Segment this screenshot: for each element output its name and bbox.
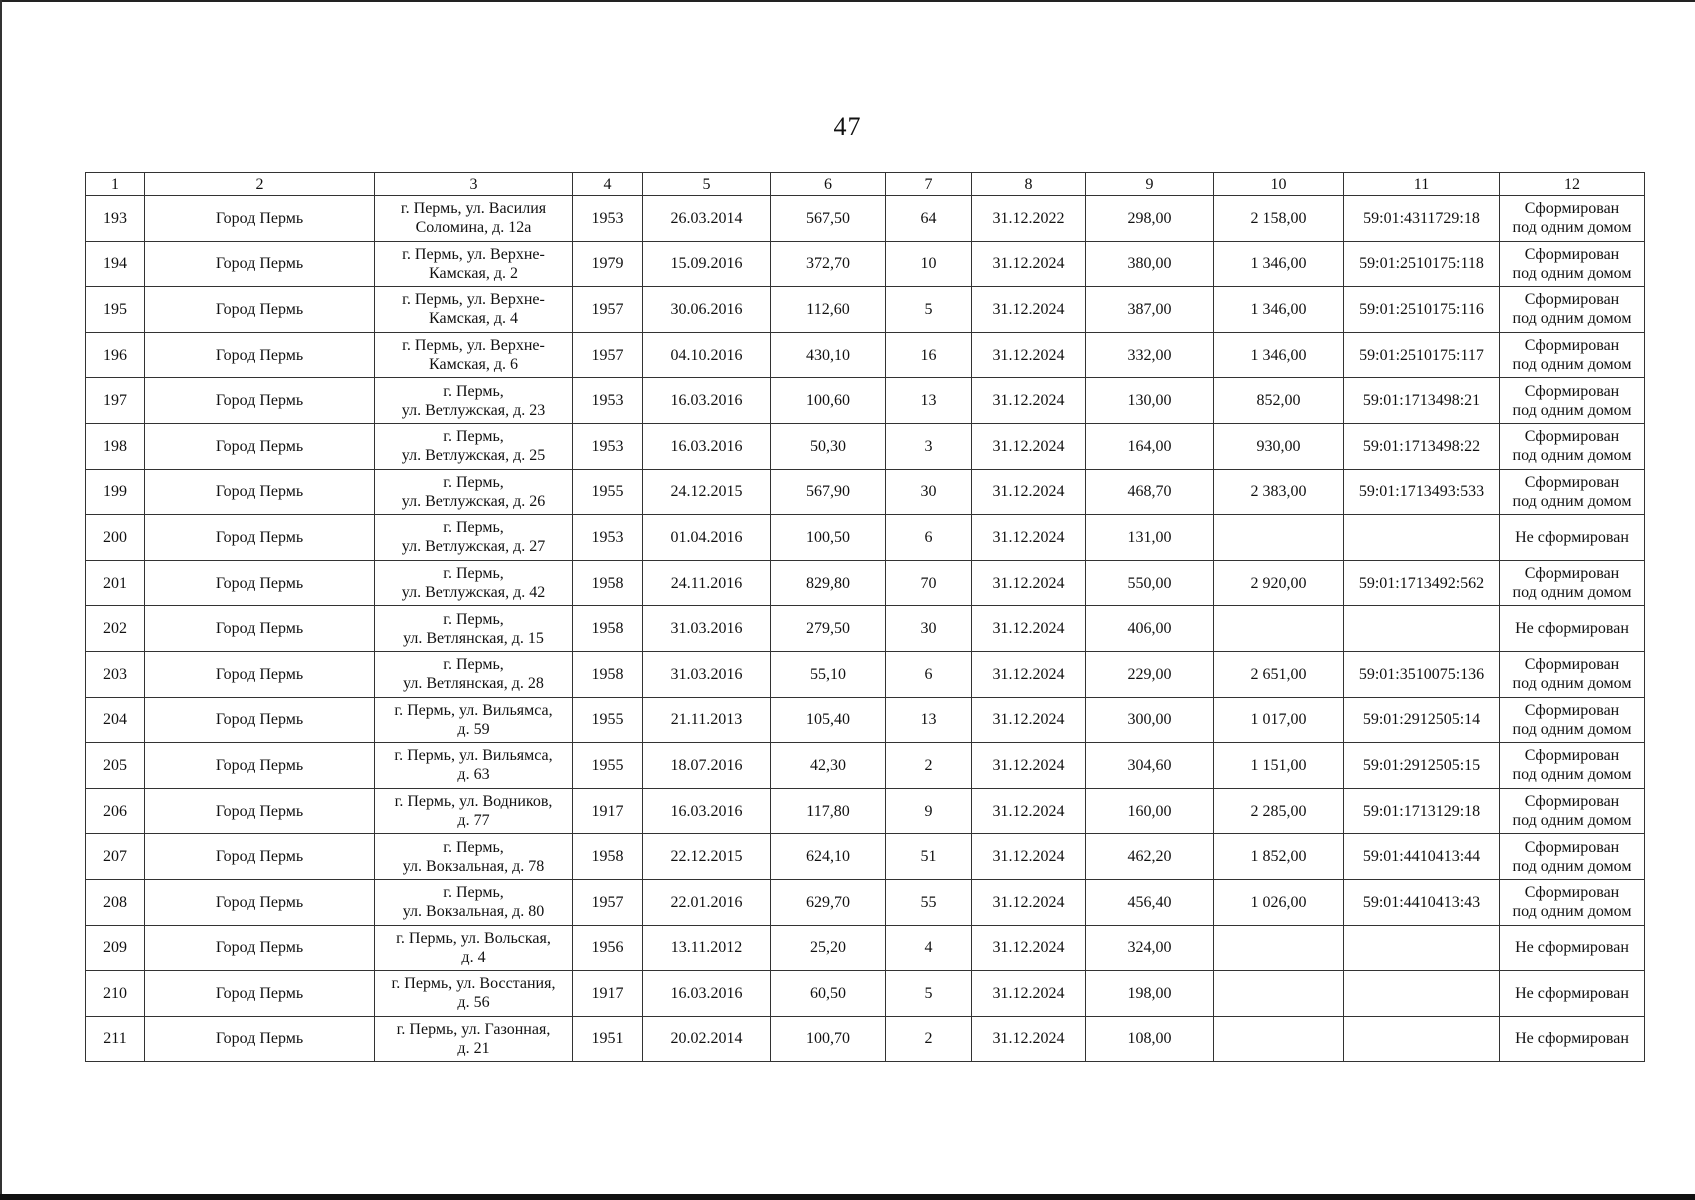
- row-number-cell: 202: [86, 606, 145, 652]
- area-cell-2: 131,00: [1086, 515, 1214, 561]
- land-area-cell: 2 383,00: [1214, 469, 1344, 515]
- resettlement-deadline-cell: 31.12.2024: [972, 834, 1086, 880]
- recognition-date-cell: 26.03.2014: [643, 196, 771, 242]
- recognition-date-cell: 30.06.2016: [643, 287, 771, 333]
- recognition-date-cell: 16.03.2016: [643, 378, 771, 424]
- area-cell-2: 160,00: [1086, 788, 1214, 834]
- area-cell: 624,10: [771, 834, 886, 880]
- area-cell: 42,30: [771, 743, 886, 789]
- housing-register-table: [85, 172, 1645, 1062]
- column-header: 11: [1344, 173, 1500, 196]
- column-header: 2: [145, 173, 375, 196]
- cadastral-number-cell: 59:01:4410413:43: [1344, 879, 1500, 925]
- recognition-date-cell: 22.12.2015: [643, 834, 771, 880]
- table-row: [86, 241, 1645, 287]
- build-year-cell: 1953: [573, 423, 643, 469]
- address-cell: г. Пермь, ул. Верхне- Камская, д. 4: [375, 287, 573, 333]
- land-status-cell: Сформирован под одним домом: [1500, 469, 1645, 515]
- area-cell-2: 332,00: [1086, 332, 1214, 378]
- municipality-cell: Город Пермь: [145, 788, 375, 834]
- column-header: 10: [1214, 173, 1344, 196]
- area-cell: 629,70: [771, 879, 886, 925]
- resettlement-deadline-cell: 31.12.2024: [972, 560, 1086, 606]
- recognition-date-cell: 24.11.2016: [643, 560, 771, 606]
- residents-cell: 2: [886, 1016, 972, 1062]
- build-year-cell: 1955: [573, 697, 643, 743]
- column-header: 5: [643, 173, 771, 196]
- area-cell-2: 164,00: [1086, 423, 1214, 469]
- resettlement-deadline-cell: 31.12.2024: [972, 1016, 1086, 1062]
- municipality-cell: Город Пермь: [145, 378, 375, 424]
- area-cell: 100,50: [771, 515, 886, 561]
- recognition-date-cell: 16.03.2016: [643, 423, 771, 469]
- land-area-cell: 2 285,00: [1214, 788, 1344, 834]
- area-cell: 100,60: [771, 378, 886, 424]
- land-status-cell: Сформирован под одним домом: [1500, 378, 1645, 424]
- build-year-cell: 1953: [573, 515, 643, 561]
- residents-cell: 70: [886, 560, 972, 606]
- cadastral-number-cell: 59:01:1713493:533: [1344, 469, 1500, 515]
- area-cell: 829,80: [771, 560, 886, 606]
- column-header: 1: [86, 173, 145, 196]
- build-year-cell: 1958: [573, 651, 643, 697]
- residents-cell: 4: [886, 925, 972, 971]
- land-status-cell: Сформирован под одним домом: [1500, 560, 1645, 606]
- resettlement-deadline-cell: 31.12.2024: [972, 332, 1086, 378]
- table-row: [86, 560, 1645, 606]
- land-status-cell: Сформирован под одним домом: [1500, 788, 1645, 834]
- municipality-cell: Город Пермь: [145, 515, 375, 561]
- row-number-cell: 207: [86, 834, 145, 880]
- residents-cell: 30: [886, 606, 972, 652]
- build-year-cell: 1951: [573, 1016, 643, 1062]
- recognition-date-cell: 13.11.2012: [643, 925, 771, 971]
- row-number-cell: 201: [86, 560, 145, 606]
- municipality-cell: Город Пермь: [145, 241, 375, 287]
- resettlement-deadline-cell: 31.12.2024: [972, 788, 1086, 834]
- table-row: [86, 834, 1645, 880]
- recognition-date-cell: 04.10.2016: [643, 332, 771, 378]
- scan-border-top: [0, 0, 1695, 2]
- table-row: [86, 196, 1645, 242]
- land-status-cell: Сформирован под одним домом: [1500, 879, 1645, 925]
- row-number-cell: 197: [86, 378, 145, 424]
- address-cell: г. Пермь, ул. Вильямса, д. 63: [375, 743, 573, 789]
- residents-cell: 3: [886, 423, 972, 469]
- cadastral-number-cell: 59:01:4311729:18: [1344, 196, 1500, 242]
- cadastral-number-cell: 59:01:1713498:22: [1344, 423, 1500, 469]
- build-year-cell: 1958: [573, 560, 643, 606]
- row-number-cell: 206: [86, 788, 145, 834]
- land-status-cell: Не сформирован: [1500, 925, 1645, 971]
- land-status-cell: Не сформирован: [1500, 1016, 1645, 1062]
- cadastral-number-cell: 59:01:2510175:117: [1344, 332, 1500, 378]
- row-number-cell: 211: [86, 1016, 145, 1062]
- area-cell: 112,60: [771, 287, 886, 333]
- municipality-cell: Город Пермь: [145, 469, 375, 515]
- cadastral-number-cell: [1344, 606, 1500, 652]
- row-number-cell: 199: [86, 469, 145, 515]
- land-area-cell: 1 346,00: [1214, 287, 1344, 333]
- municipality-cell: Город Пермь: [145, 743, 375, 789]
- table-row: [86, 515, 1645, 561]
- land-area-cell: 1 026,00: [1214, 879, 1344, 925]
- address-cell: г. Пермь, ул. Водников, д. 77: [375, 788, 573, 834]
- address-cell: г. Пермь, ул. Ветлянская, д. 15: [375, 606, 573, 652]
- land-area-cell: 1 017,00: [1214, 697, 1344, 743]
- area-cell: 279,50: [771, 606, 886, 652]
- municipality-cell: Город Пермь: [145, 651, 375, 697]
- area-cell-2: 387,00: [1086, 287, 1214, 333]
- land-status-cell: Сформирован под одним домом: [1500, 743, 1645, 789]
- build-year-cell: 1958: [573, 606, 643, 652]
- row-number-cell: 208: [86, 879, 145, 925]
- build-year-cell: 1955: [573, 743, 643, 789]
- municipality-cell: Город Пермь: [145, 196, 375, 242]
- land-status-cell: Сформирован под одним домом: [1500, 651, 1645, 697]
- address-cell: г. Пермь, ул. Верхне- Камская, д. 2: [375, 241, 573, 287]
- land-area-cell: 852,00: [1214, 378, 1344, 424]
- area-cell: 60,50: [771, 971, 886, 1017]
- column-number-row: [86, 173, 1645, 196]
- build-year-cell: 1917: [573, 788, 643, 834]
- resettlement-deadline-cell: 31.12.2024: [972, 423, 1086, 469]
- land-status-cell: Сформирован под одним домом: [1500, 241, 1645, 287]
- build-year-cell: 1917: [573, 971, 643, 1017]
- address-cell: г. Пермь, ул. Ветлужская, д. 25: [375, 423, 573, 469]
- table-row: [86, 788, 1645, 834]
- cadastral-number-cell: 59:01:2912505:14: [1344, 697, 1500, 743]
- area-cell-2: 462,20: [1086, 834, 1214, 880]
- resettlement-deadline-cell: 31.12.2024: [972, 925, 1086, 971]
- recognition-date-cell: 01.04.2016: [643, 515, 771, 561]
- table-row: [86, 971, 1645, 1017]
- land-area-cell: 2 651,00: [1214, 651, 1344, 697]
- residents-cell: 30: [886, 469, 972, 515]
- address-cell: г. Пермь, ул. Ветлужская, д. 27: [375, 515, 573, 561]
- municipality-cell: Город Пермь: [145, 697, 375, 743]
- build-year-cell: 1957: [573, 332, 643, 378]
- table-row: [86, 606, 1645, 652]
- area-cell: 117,80: [771, 788, 886, 834]
- column-header: 3: [375, 173, 573, 196]
- address-cell: г. Пермь, ул. Вольская, д. 4: [375, 925, 573, 971]
- recognition-date-cell: 16.03.2016: [643, 971, 771, 1017]
- land-status-cell: Сформирован под одним домом: [1500, 332, 1645, 378]
- column-header: 6: [771, 173, 886, 196]
- row-number-cell: 194: [86, 241, 145, 287]
- land-area-cell: [1214, 971, 1344, 1017]
- row-number-cell: 195: [86, 287, 145, 333]
- column-header: 9: [1086, 173, 1214, 196]
- area-cell-2: 324,00: [1086, 925, 1214, 971]
- resettlement-deadline-cell: 31.12.2024: [972, 469, 1086, 515]
- resettlement-deadline-cell: 31.12.2024: [972, 697, 1086, 743]
- land-area-cell: 930,00: [1214, 423, 1344, 469]
- cadastral-number-cell: 59:01:4410413:44: [1344, 834, 1500, 880]
- residents-cell: 2: [886, 743, 972, 789]
- table-row: [86, 469, 1645, 515]
- land-status-cell: Сформирован под одним домом: [1500, 834, 1645, 880]
- residents-cell: 16: [886, 332, 972, 378]
- resettlement-deadline-cell: 31.12.2024: [972, 971, 1086, 1017]
- resettlement-deadline-cell: 31.12.2024: [972, 378, 1086, 424]
- resettlement-deadline-cell: 31.12.2024: [972, 879, 1086, 925]
- resettlement-deadline-cell: 31.12.2024: [972, 515, 1086, 561]
- build-year-cell: 1957: [573, 287, 643, 333]
- table-row: [86, 743, 1645, 789]
- table-body: [86, 196, 1645, 1062]
- cadastral-number-cell: 59:01:2912505:15: [1344, 743, 1500, 789]
- land-status-cell: Не сформирован: [1500, 515, 1645, 561]
- municipality-cell: Город Пермь: [145, 332, 375, 378]
- address-cell: г. Пермь, ул. Верхне- Камская, д. 6: [375, 332, 573, 378]
- build-year-cell: 1958: [573, 834, 643, 880]
- land-status-cell: Сформирован под одним домом: [1500, 196, 1645, 242]
- land-status-cell: Сформирован под одним домом: [1500, 423, 1645, 469]
- address-cell: г. Пермь, ул. Вокзальная, д. 80: [375, 879, 573, 925]
- cadastral-number-cell: 59:01:2510175:116: [1344, 287, 1500, 333]
- row-number-cell: 205: [86, 743, 145, 789]
- residents-cell: 5: [886, 287, 972, 333]
- municipality-cell: Город Пермь: [145, 834, 375, 880]
- residents-cell: 51: [886, 834, 972, 880]
- row-number-cell: 203: [86, 651, 145, 697]
- land-area-cell: 2 158,00: [1214, 196, 1344, 242]
- area-cell: 55,10: [771, 651, 886, 697]
- table-row: [86, 287, 1645, 333]
- build-year-cell: 1955: [573, 469, 643, 515]
- area-cell-2: 406,00: [1086, 606, 1214, 652]
- address-cell: г. Пермь, ул. Вильямса, д. 59: [375, 697, 573, 743]
- scan-border-bottom: [0, 1194, 1695, 1200]
- address-cell: г. Пермь, ул. Восстания, д. 56: [375, 971, 573, 1017]
- row-number-cell: 198: [86, 423, 145, 469]
- area-cell-2: 300,00: [1086, 697, 1214, 743]
- build-year-cell: 1953: [573, 196, 643, 242]
- land-area-cell: [1214, 606, 1344, 652]
- residents-cell: 55: [886, 879, 972, 925]
- land-area-cell: 1 852,00: [1214, 834, 1344, 880]
- row-number-cell: 209: [86, 925, 145, 971]
- recognition-date-cell: 31.03.2016: [643, 651, 771, 697]
- row-number-cell: 210: [86, 971, 145, 1017]
- municipality-cell: Город Пермь: [145, 879, 375, 925]
- build-year-cell: 1956: [573, 925, 643, 971]
- area-cell: 25,20: [771, 925, 886, 971]
- build-year-cell: 1953: [573, 378, 643, 424]
- recognition-date-cell: 21.11.2013: [643, 697, 771, 743]
- address-cell: г. Пермь, ул. Вокзальная, д. 78: [375, 834, 573, 880]
- residents-cell: 13: [886, 378, 972, 424]
- recognition-date-cell: 20.02.2014: [643, 1016, 771, 1062]
- cadastral-number-cell: [1344, 1016, 1500, 1062]
- table-row: [86, 332, 1645, 378]
- recognition-date-cell: 15.09.2016: [643, 241, 771, 287]
- column-header: 12: [1500, 173, 1645, 196]
- address-cell: г. Пермь, ул. Ветлянская, д. 28: [375, 651, 573, 697]
- cadastral-number-cell: [1344, 971, 1500, 1017]
- area-cell: 50,30: [771, 423, 886, 469]
- residents-cell: 10: [886, 241, 972, 287]
- municipality-cell: Город Пермь: [145, 1016, 375, 1062]
- cadastral-number-cell: 59:01:3510075:136: [1344, 651, 1500, 697]
- area-cell: 100,70: [771, 1016, 886, 1062]
- table-row: [86, 1016, 1645, 1062]
- address-cell: г. Пермь, ул. Ветлужская, д. 42: [375, 560, 573, 606]
- table-row: [86, 378, 1645, 424]
- recognition-date-cell: 31.03.2016: [643, 606, 771, 652]
- resettlement-deadline-cell: 31.12.2024: [972, 287, 1086, 333]
- row-number-cell: 196: [86, 332, 145, 378]
- area-cell-2: 468,70: [1086, 469, 1214, 515]
- residents-cell: 64: [886, 196, 972, 242]
- page-number: 47: [833, 112, 862, 141]
- cadastral-number-cell: 59:01:1713492:562: [1344, 560, 1500, 606]
- residents-cell: 6: [886, 515, 972, 561]
- row-number-cell: 204: [86, 697, 145, 743]
- resettlement-deadline-cell: 31.12.2024: [972, 651, 1086, 697]
- recognition-date-cell: 16.03.2016: [643, 788, 771, 834]
- area-cell-2: 550,00: [1086, 560, 1214, 606]
- area-cell-2: 298,00: [1086, 196, 1214, 242]
- scan-border-left: [0, 0, 2, 1200]
- area-cell-2: 456,40: [1086, 879, 1214, 925]
- land-area-cell: [1214, 925, 1344, 971]
- recognition-date-cell: 24.12.2015: [643, 469, 771, 515]
- land-area-cell: 1 151,00: [1214, 743, 1344, 789]
- cadastral-number-cell: 59:01:1713129:18: [1344, 788, 1500, 834]
- area-cell-2: 380,00: [1086, 241, 1214, 287]
- recognition-date-cell: 22.01.2016: [643, 879, 771, 925]
- address-cell: г. Пермь, ул. Ветлужская, д. 23: [375, 378, 573, 424]
- land-status-cell: Не сформирован: [1500, 606, 1645, 652]
- area-cell: 105,40: [771, 697, 886, 743]
- resettlement-deadline-cell: 31.12.2024: [972, 241, 1086, 287]
- build-year-cell: 1957: [573, 879, 643, 925]
- recognition-date-cell: 18.07.2016: [643, 743, 771, 789]
- resettlement-deadline-cell: 31.12.2022: [972, 196, 1086, 242]
- land-area-cell: [1214, 1016, 1344, 1062]
- build-year-cell: 1979: [573, 241, 643, 287]
- address-cell: г. Пермь, ул. Газонная, д. 21: [375, 1016, 573, 1062]
- cadastral-number-cell: 59:01:2510175:118: [1344, 241, 1500, 287]
- cadastral-number-cell: 59:01:1713498:21: [1344, 378, 1500, 424]
- resettlement-deadline-cell: 31.12.2024: [972, 743, 1086, 789]
- area-cell: 430,10: [771, 332, 886, 378]
- area-cell: 372,70: [771, 241, 886, 287]
- residents-cell: 9: [886, 788, 972, 834]
- municipality-cell: Город Пермь: [145, 560, 375, 606]
- column-header: 8: [972, 173, 1086, 196]
- area-cell-2: 229,00: [1086, 651, 1214, 697]
- municipality-cell: Город Пермь: [145, 606, 375, 652]
- municipality-cell: Город Пермь: [145, 971, 375, 1017]
- table-row: [86, 925, 1645, 971]
- area-cell: 567,90: [771, 469, 886, 515]
- residents-cell: 6: [886, 651, 972, 697]
- municipality-cell: Город Пермь: [145, 423, 375, 469]
- cadastral-number-cell: [1344, 515, 1500, 561]
- table-row: [86, 651, 1645, 697]
- municipality-cell: Город Пермь: [145, 925, 375, 971]
- row-number-cell: 200: [86, 515, 145, 561]
- cadastral-number-cell: [1344, 925, 1500, 971]
- land-area-cell: 1 346,00: [1214, 241, 1344, 287]
- municipality-cell: Город Пермь: [145, 287, 375, 333]
- column-header: 7: [886, 173, 972, 196]
- resettlement-deadline-cell: 31.12.2024: [972, 606, 1086, 652]
- residents-cell: 5: [886, 971, 972, 1017]
- row-number-cell: 193: [86, 196, 145, 242]
- table-row: [86, 879, 1645, 925]
- area-cell-2: 130,00: [1086, 378, 1214, 424]
- area-cell-2: 108,00: [1086, 1016, 1214, 1062]
- land-status-cell: Сформирован под одним домом: [1500, 287, 1645, 333]
- land-area-cell: 2 920,00: [1214, 560, 1344, 606]
- table-row: [86, 697, 1645, 743]
- area-cell-2: 198,00: [1086, 971, 1214, 1017]
- table-row: [86, 423, 1645, 469]
- land-area-cell: [1214, 515, 1344, 561]
- land-status-cell: Не сформирован: [1500, 971, 1645, 1017]
- area-cell-2: 304,60: [1086, 743, 1214, 789]
- address-cell: г. Пермь, ул. Василия Соломина, д. 12а: [375, 196, 573, 242]
- column-header: 4: [573, 173, 643, 196]
- address-cell: г. Пермь, ул. Ветлужская, д. 26: [375, 469, 573, 515]
- area-cell: 567,50: [771, 196, 886, 242]
- residents-cell: 13: [886, 697, 972, 743]
- land-area-cell: 1 346,00: [1214, 332, 1344, 378]
- land-status-cell: Сформирован под одним домом: [1500, 697, 1645, 743]
